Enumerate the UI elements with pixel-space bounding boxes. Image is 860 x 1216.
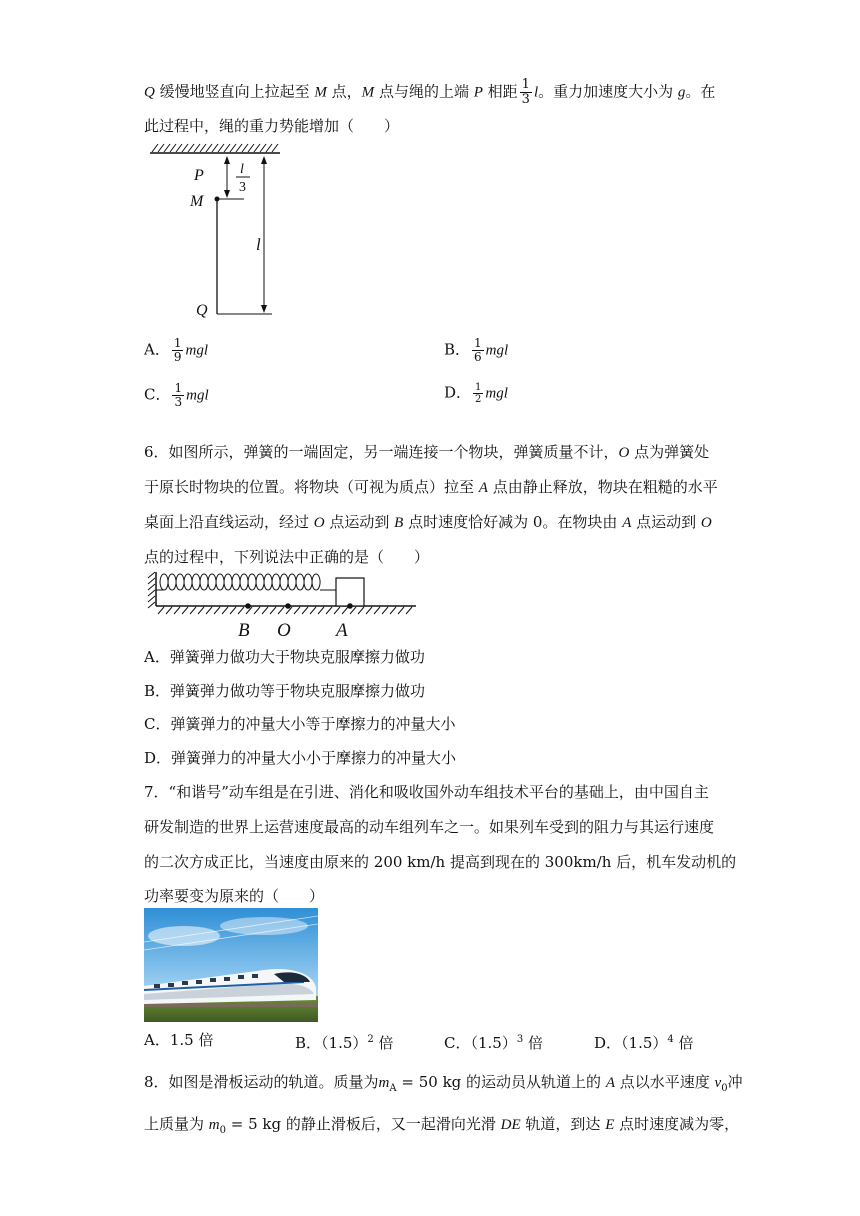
q7-option-c[interactable]: C．$(1.5)^3$ 倍 [444, 1034, 543, 1052]
q5-option-c[interactable]: C． $\frac{1}{3}$ mgl [144, 381, 209, 409]
q6-option-d[interactable]: D．弹簧弹力的冲量大小小于摩擦力的冲量大小 [144, 749, 457, 767]
label-o: O [277, 620, 291, 640]
fraction-one-third: $\frac{1}{3}$ [521, 77, 530, 107]
rope-diagram [140, 140, 300, 325]
spring [156, 574, 336, 590]
q5-option-b[interactable]: B． $\frac{1}{6}$ mgl [444, 336, 509, 364]
q7-option-a[interactable]: A．1.5 倍 [144, 1031, 214, 1049]
q6-line-4: 点的过程中，下列说法中正确的是（ ） [144, 548, 430, 566]
label-l3-den: 3 [239, 180, 246, 195]
q6-option-a[interactable]: A．弹簧弹力做功大于物块克服摩擦力做功 [144, 648, 425, 666]
q8-line-1: 8．如图是滑板运动的轨道。质量为$m_A = 50$ kg 的运动员从轨道上的 A 点以水平速度 $v_0$冲 [144, 1073, 743, 1094]
label-l3-num: l [240, 162, 244, 177]
q8-line-2: 上质量为 $m_0 = 5$ kg 的静止滑板后，又一起滑向光滑 DE 轨道，到达 E 点时速度减为零， [144, 1115, 740, 1136]
q7-option-b[interactable]: B．$(1.5)^2$ 倍 [295, 1034, 394, 1052]
block [336, 578, 364, 606]
q6-line-3: 桌面上沿直线运动，经过 O 点运动到 B 点时速度恰好减为 0。在物块由 A 点运动到 O [144, 513, 712, 531]
q7-line-4: 功率要变为原来的（ ） [144, 887, 325, 905]
spring-diagram [144, 570, 424, 640]
point-a [347, 603, 353, 609]
q7-line-3: 的二次方成正比，当速度由原来的 200 km/h 提高到现在的 300km/h 后，机车发动机的 [144, 853, 737, 871]
label-p: P [194, 167, 204, 184]
q7-line-2: 研发制造的世界上运营速度最高的动车组列车之一。如果列车受到的阻力与其运行速度 [144, 818, 715, 836]
q5-line-2: 此过程中，绳的重力势能增加（ ） [144, 117, 400, 135]
q7-line-1: 7．“和谐号”动车组是在引进、消化和吸收国外动车组技术平台的基础上，由中国自主 [144, 783, 709, 801]
point-b [245, 603, 251, 609]
q6-option-c[interactable]: C．弹簧弹力的冲量大小等于摩擦力的冲量大小 [144, 715, 456, 733]
q5-option-d[interactable]: D． $\frac{1}{2}$ mgl [444, 382, 508, 405]
q6-line-1: 6．如图所示，弹簧的一端固定，另一端连接一个物块，弹簧质量不计，O 点为弹簧处 [144, 443, 710, 461]
point-o [285, 603, 291, 609]
label-b: B [238, 620, 250, 640]
label-l: l [256, 235, 261, 254]
label-q: Q [196, 302, 208, 319]
train-photo [144, 908, 318, 1022]
label-m: M [190, 193, 204, 210]
q6-option-b[interactable]: B．弹簧弹力做功等于物块克服摩擦力做功 [144, 682, 426, 700]
label-a: A [336, 620, 348, 640]
q6-line-2: 于原长时物块的位置。将物块（可视为质点）拉至 A 点由静止释放，物块在粗糙的水平 [144, 478, 718, 496]
q5-line-1: Q 缓慢地竖直向上拉起至 M 点，M 点与绳的上端 P 相距 $\frac{1}{3}$ l。重力加速度大小为 g。在 [144, 77, 716, 107]
q5-option-a[interactable]: A． $\frac{1}{9}$ mgl [144, 336, 208, 364]
q7-option-d[interactable]: D．$(1.5)^4$ 倍 [594, 1034, 694, 1052]
